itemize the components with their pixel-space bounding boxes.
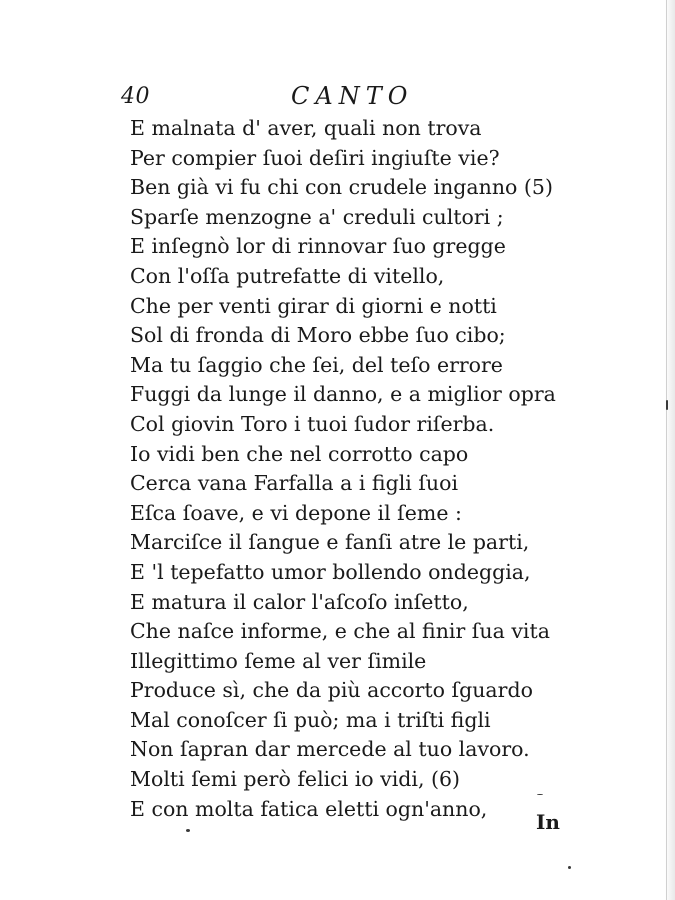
verse-line: Ben già vi fu chi con crudele inganno (5): [130, 175, 553, 200]
ink-speck: [666, 400, 668, 410]
verse-line: Molti ſemi però felici io vidi, (6): [130, 767, 461, 792]
verse-line: Che per venti girar di giorni e notti: [130, 293, 497, 318]
verse-line: Mal conoſcer ſi può; ma i triſti figli: [130, 707, 491, 732]
verse-line: Io vidi ben che nel corrotto capo: [130, 441, 469, 466]
verse-line: Non ſapran dar mercede al tuo lavoro.: [130, 737, 530, 762]
verse-line: Sol di fronda di Moro ebbe ſuo cibo;: [130, 323, 506, 348]
verse-line: Ma tu ſaggio che ſei, del teſo errore: [130, 352, 503, 377]
verse-line: Con l'oſſa putrefatte di vitello,: [130, 263, 445, 288]
verse-line: E malnata d' aver, quali non trova: [130, 116, 482, 140]
verse-line: Col giovin Toro i tuoi ſudor riſerba.: [130, 411, 495, 436]
verse-line: Eſca ſoave, e vi depone il ſeme :: [130, 500, 462, 525]
catchword: In: [536, 810, 560, 834]
page-number: 40: [121, 84, 150, 109]
verse-line: E con molta fatica eletti ogn'anno,: [130, 796, 488, 821]
ink-speck: [568, 866, 571, 869]
verse-line: E 'l tepefatto umor bollendo ondeggia,: [130, 559, 531, 584]
verse-line: E inſegnò lor di rinnovar ſuo gregge: [130, 234, 506, 259]
ink-speck: [537, 794, 543, 795]
verse-line: Per compier ſuoi deſiri ingiuſte vie?: [130, 145, 500, 170]
verse-line: Fuggi da lunge il danno, e a miglior opra: [130, 382, 556, 407]
verse-line: Marciſce il ſangue e fanſi atre le parti,: [130, 530, 530, 555]
verse-line: Che naſce informe, e che al finir ſua vita: [130, 619, 550, 644]
verse-line: Illegittimo ſeme al ver ſimile: [130, 648, 427, 673]
verse-block: [130, 114, 570, 824]
verse-line: Produce sì, che da più accorto ſguardo: [130, 678, 533, 703]
ink-speck: [186, 829, 190, 832]
running-title: CANTO: [291, 82, 414, 110]
verse-line: E matura il calor l'aſcoſo inſetto,: [130, 589, 469, 614]
verse-line: Cerca vana Farfalla a i figli ſuoi: [130, 471, 459, 496]
verse-line: Sparſe menzogne a' creduli cultori ;: [130, 204, 504, 229]
page-edge-line: [666, 0, 667, 900]
